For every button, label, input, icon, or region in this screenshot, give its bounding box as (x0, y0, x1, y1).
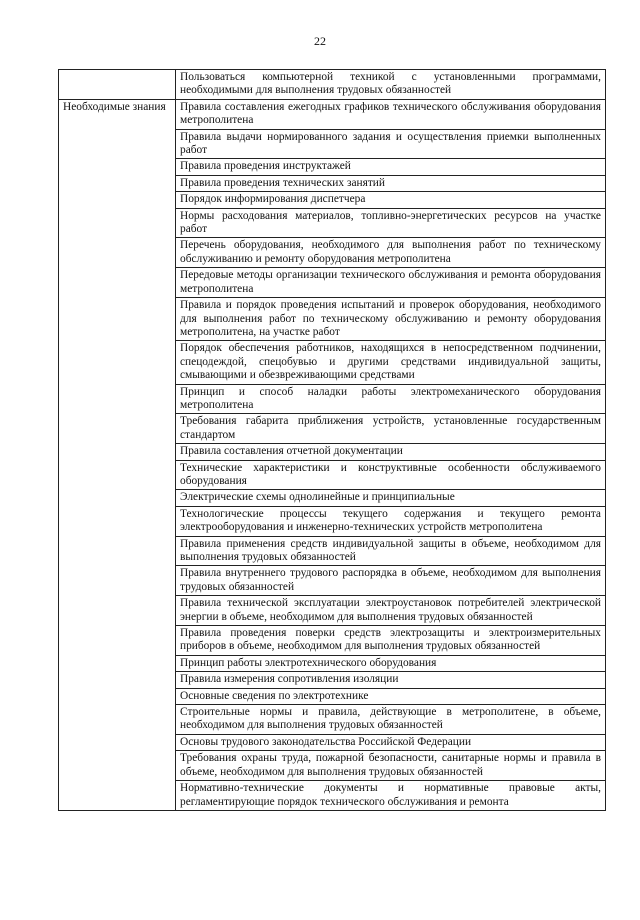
knowledge-item: Технологические процессы текущего содержания и текущего ремонта электрооборудования и инженерно-технических устройств метрополитена (176, 506, 606, 536)
knowledge-item: Принцип и способ наладки работы электромеханического оборудования метрополитена (176, 384, 606, 414)
table-row (59, 99, 606, 129)
knowledge-item: Правила применения средств индивидуальной защиты в объеме, необходимом для выполнения трудовых обязанностей (176, 536, 606, 566)
knowledge-item: Перечень оборудования, необходимого для выполнения работ по техническому обслуживанию и ремонту оборудования метрополитена (176, 238, 606, 268)
knowledge-item: Правила и порядок проведения испытаний и проверок оборудования, необходимого для выполнения работ по техническому обслуживанию и ремонту оборудования метрополитена, на участке работ (176, 298, 606, 341)
row-label (59, 70, 176, 100)
knowledge-item: Правила составления ежегодных графиков технического обслуживания оборудования метрополитена (176, 99, 606, 129)
knowledge-item: Порядок обеспечения работников, находящихся в непосредственном подчинении, спецодеждой, спецобувью и другими средствами индивидуальной защиты, смывающими и обезвреживающими средствами (176, 341, 606, 384)
knowledge-item: Правила технической эксплуатации электроустановок потребителей электрической энергии в объеме, необходимом для выполнения трудовых обязанностей (176, 596, 606, 626)
page-number: 22 (314, 34, 326, 48)
knowledge-item: Правила выдачи нормированного задания и осуществления приемки выполненных работ (176, 129, 606, 159)
knowledge-item: Технические характеристики и конструктивные особенности обслуживаемого оборудования (176, 460, 606, 490)
knowledge-item: Основы трудового законодательства Российской Федерации (176, 734, 606, 750)
table-row-skills-continued (59, 70, 606, 100)
knowledge-item: Правила составления отчетной документации (176, 444, 606, 460)
knowledge-item: Требования габарита приближения устройств, установленные государственным стандартом (176, 414, 606, 444)
knowledge-item: Принцип работы электротехнического оборудования (176, 655, 606, 671)
knowledge-item: Порядок информирования диспетчера (176, 192, 606, 208)
knowledge-item: Правила измерения сопротивления изоляции (176, 672, 606, 688)
section-label: Необходимые знания (59, 99, 176, 810)
requirements-table-body (59, 70, 606, 811)
knowledge-item: Нормативно-технические документы и нормативные правовые акты, регламентирующие порядок технического обслуживания и ремонта (176, 781, 606, 811)
knowledge-item: Требования охраны труда, пожарной безопасности, санитарные нормы и правила в объеме, необходимом для выполнения трудовых обязанностей (176, 751, 606, 781)
knowledge-item: Передовые методы организации технического обслуживания и ремонта оборудования метрополитена (176, 268, 606, 298)
knowledge-item: Правила внутреннего трудового распорядка в объеме, необходимом для выполнения трудовых обязанностей (176, 566, 606, 596)
knowledge-item: Основные сведения по электротехнике (176, 688, 606, 704)
knowledge-item: Правила проведения поверки средств электрозащиты и электроизмерительных приборов в объеме, необходимом для выполнения трудовых обязанностей (176, 626, 606, 656)
requirements-table (58, 69, 606, 811)
knowledge-item: Строительные нормы и правила, действующие в метрополитене, в объеме, необходимом для выполнения трудовых обязанностей (176, 705, 606, 735)
knowledge-item: Правила проведения технических занятий (176, 175, 606, 191)
skill-item: Пользоваться компьютерной техникой с установленными программами, необходимыми для выполнения трудовых обязанностей (176, 70, 606, 100)
knowledge-item: Электрические схемы однолинейные и принципиальные (176, 490, 606, 506)
knowledge-item: Нормы расходования материалов, топливно-энергетических ресурсов на участке работ (176, 208, 606, 238)
knowledge-item: Правила проведения инструктажей (176, 159, 606, 175)
